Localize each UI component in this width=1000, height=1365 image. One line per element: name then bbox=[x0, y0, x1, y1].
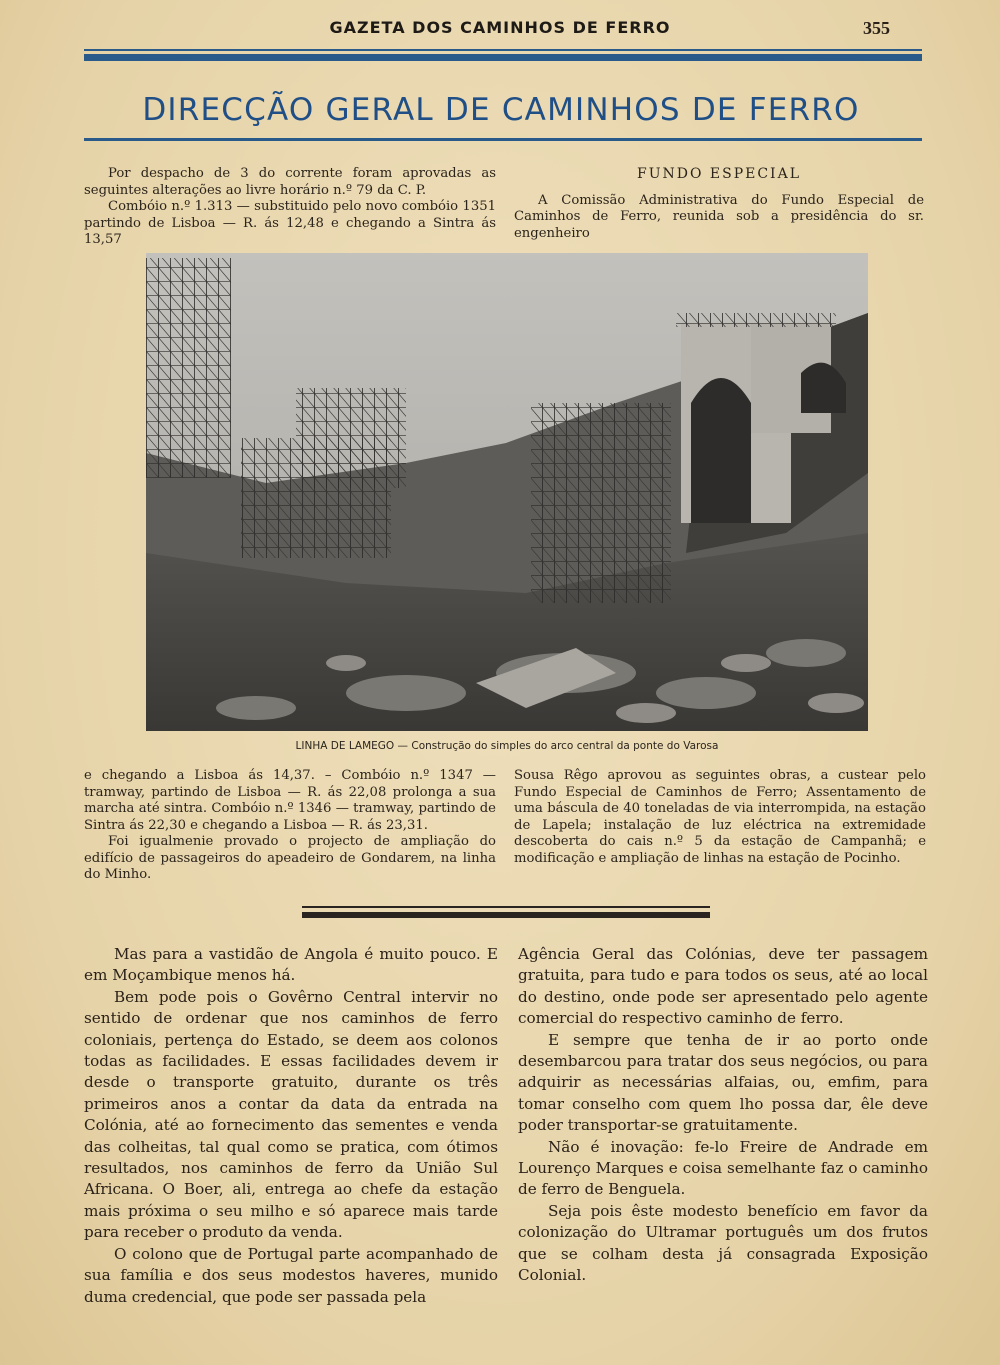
title-rule bbox=[84, 138, 922, 141]
continuation-left-column bbox=[84, 944, 498, 1308]
right-column-top bbox=[514, 166, 924, 242]
page-header bbox=[80, 18, 920, 44]
section-heading: FUNDO ESPECIAL bbox=[636, 166, 801, 182]
paragraph: e chegando a Lisboa ás 14,37. – Combóio n.º 1347 — tramway, partindo de Lisboa — R. ás 22,08 prolonga a sua marcha até sintra. Combóio n.º 1346 — tramway, partindo de Sintra ás 22,30 e chegando a Lisboa — R. ás 23,31. bbox=[84, 768, 496, 833]
left-column-bottom bbox=[84, 768, 496, 884]
paragraph: E sempre que tenha de ir ao porto onde desembarcou para tratar dos seus negócios, ou para adquirir as necessárias alfaias, ou, emfim, para tomar conselho com quem lho possa dar, êle deve poder transportar-se gratuitamente. bbox=[518, 1030, 928, 1135]
paragraph: Foi igualmenie provado o projecto de ampliação do edifício de passageiros do apeadeiro de Gondarem, na linha do Minho. bbox=[84, 834, 496, 882]
page-number: 355 bbox=[863, 18, 890, 38]
header-rule-bottom bbox=[84, 54, 922, 61]
article-title: DIRECÇÃO GERAL DE CAMINHOS DE FERRO bbox=[142, 92, 860, 128]
caption-text: — Construção do simples do arco central da ponte do Varosa bbox=[394, 740, 719, 752]
paragraph: Seja pois êste modesto benefício em favor da colonização do Ultramar português um dos frutos que se colham desta já consagrada Exposição Colonial. bbox=[518, 1201, 928, 1285]
paragraph: O colono que de Portugal parte acompanhado de sua família e dos seus modestos haveres, munido duma credencial, que pode ser passada pela bbox=[84, 1244, 498, 1306]
caption-label: LINHA DE LAMEGO bbox=[295, 740, 395, 752]
paragraph: Mas para a vastidão de Angola é muito pouco. E em Moçambique menos há. bbox=[84, 945, 498, 985]
publication-title: GAZETA DOS CAMINHOS DE FERRO bbox=[329, 18, 671, 37]
paragraph: Agência Geral das Colónias, deve ter passagem gratuita, para tudo e para todos os seus, até ao local do destino, onde pode ser apresentado pelo agente comercial do respectivo caminho de ferro. bbox=[518, 945, 928, 1028]
paragraph: Por despacho de 3 do corrente foram aprovadas as seguintes alterações ao livre horário n.º 79 da C. P. bbox=[84, 166, 496, 198]
right-column-bottom bbox=[514, 768, 926, 867]
left-column-top bbox=[84, 166, 496, 249]
section-divider-top bbox=[302, 906, 710, 908]
header-rule-top bbox=[84, 49, 922, 51]
paragraph: Bem pode pois o Govêrno Central intervir no sentido de ordenar que nos caminhos de ferro coloniais, pertença do Estado, se deem aos colonos todas as facilidades. E essas facilidades devem ir desde o transporte gratuito, durante os três primeiros anos a contar da data da entrada na Colónia, até ao fornecimento das sementes e venda das colheitas, tal qual como se pratica, com ótimos resultados, nos caminhos de ferro da União Sul Africana. O Boer, ali, entrega ao chefe da estação mais próxima o seu milho e só aparece mais tarde para receber o produto da venda. bbox=[84, 987, 498, 1242]
section-divider-bottom bbox=[302, 912, 710, 918]
paragraph: A Comissão Administrativa do Fundo Especial de Caminhos de Ferro, reunida sob a presidência do sr. engenheiro bbox=[514, 192, 924, 241]
paragraph: Sousa Rêgo aprovou as seguintes obras, a custear pelo Fundo Especial de Caminhos de Ferro; Assentamento de uma báscula de 40 toneladas de via interrompida, na estação de Lapela; instalação de luz eléctrica na extremidade descoberta do cais n.º 5 da estação de Campanhã; e modificação e ampliação de linhas na estação de Pocinho. bbox=[514, 768, 926, 866]
continuation-right-column bbox=[518, 944, 928, 1287]
paragraph: Não é inovação: fe-lo Freire de Andrade em Lourenço Marques e coisa semelhante faz o caminho de ferro de Benguela. bbox=[518, 1137, 928, 1199]
paragraph: Combóio n.º 1.313 — substituido pelo novo combóio 1351 partindo de Lisboa — R. ás 12,48 e chegando a Sintra ás 13,57 bbox=[84, 199, 496, 247]
bridge-construction-photo bbox=[146, 253, 868, 731]
photo-caption bbox=[146, 740, 868, 752]
